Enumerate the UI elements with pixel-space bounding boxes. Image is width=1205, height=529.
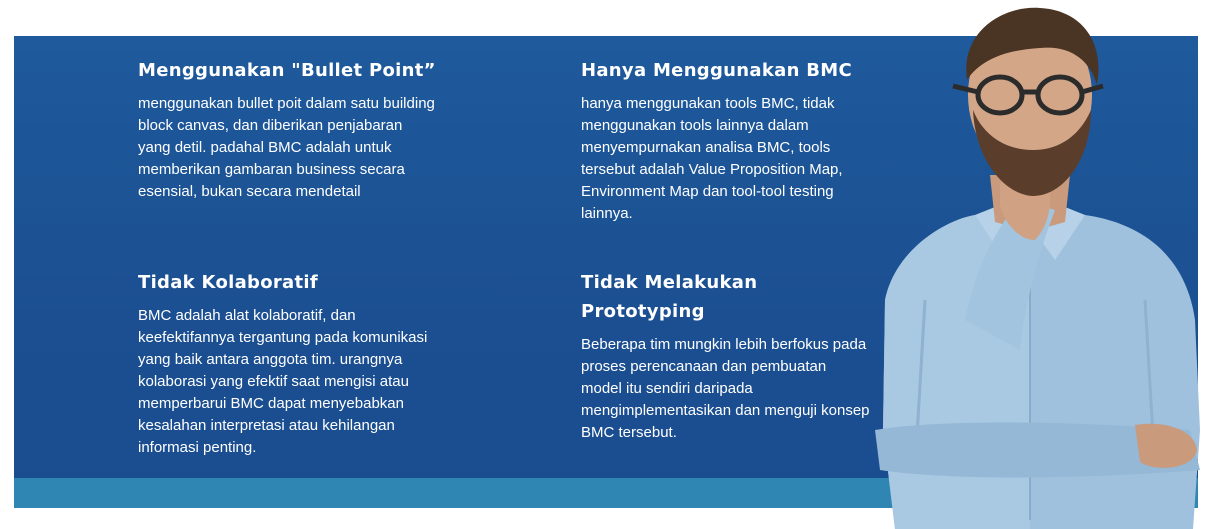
card-title: Menggunakan "Bullet Point”	[138, 60, 436, 81]
card-body: menggunakan bullet poit dalam satu building block canvas, dan diberikan penjabaran yang detil. padahal BMC adalah untuk memberikan gambaran business secara esensial, bukan secara mendetail	[138, 95, 435, 200]
card-title: Tidak Kolaboratif	[138, 272, 319, 293]
card-only-bmc	[581, 56, 881, 225]
card-body: hanya menggunakan tools BMC, tidak menggunakan tools lainnya dalam menyempurnakan analisa BMC, tools tersebut adalah Value Proposition Map, Environment Map dan tool-tool testing lainnya.	[581, 95, 843, 222]
card-body: BMC adalah alat kolaboratif, dan keefektifannya tergantung pada komunikasi yang baik antara anggota tim. urangnya kolaborasi yang efektif saat mengisi atau memperbarui BMC dapat menyebabkan kesalahan interpretasi atau kehilangan informasi penting.	[138, 307, 428, 456]
card-title: Hanya Menggunakan BMC	[581, 60, 852, 81]
card-title: Tidak Melakukan Prototyping	[581, 272, 758, 322]
card-no-prototyping	[581, 268, 871, 444]
card-bullet-point	[138, 56, 438, 203]
thinking-man-image	[855, 0, 1205, 529]
card-body: Beberapa tim mungkin lebih berfokus pada proses perencanaan dan pembuatan model itu sendiri daripada mengimplementasikan dan menguji konsep BMC tersebut.	[581, 336, 870, 441]
card-not-collaborative	[138, 268, 438, 459]
